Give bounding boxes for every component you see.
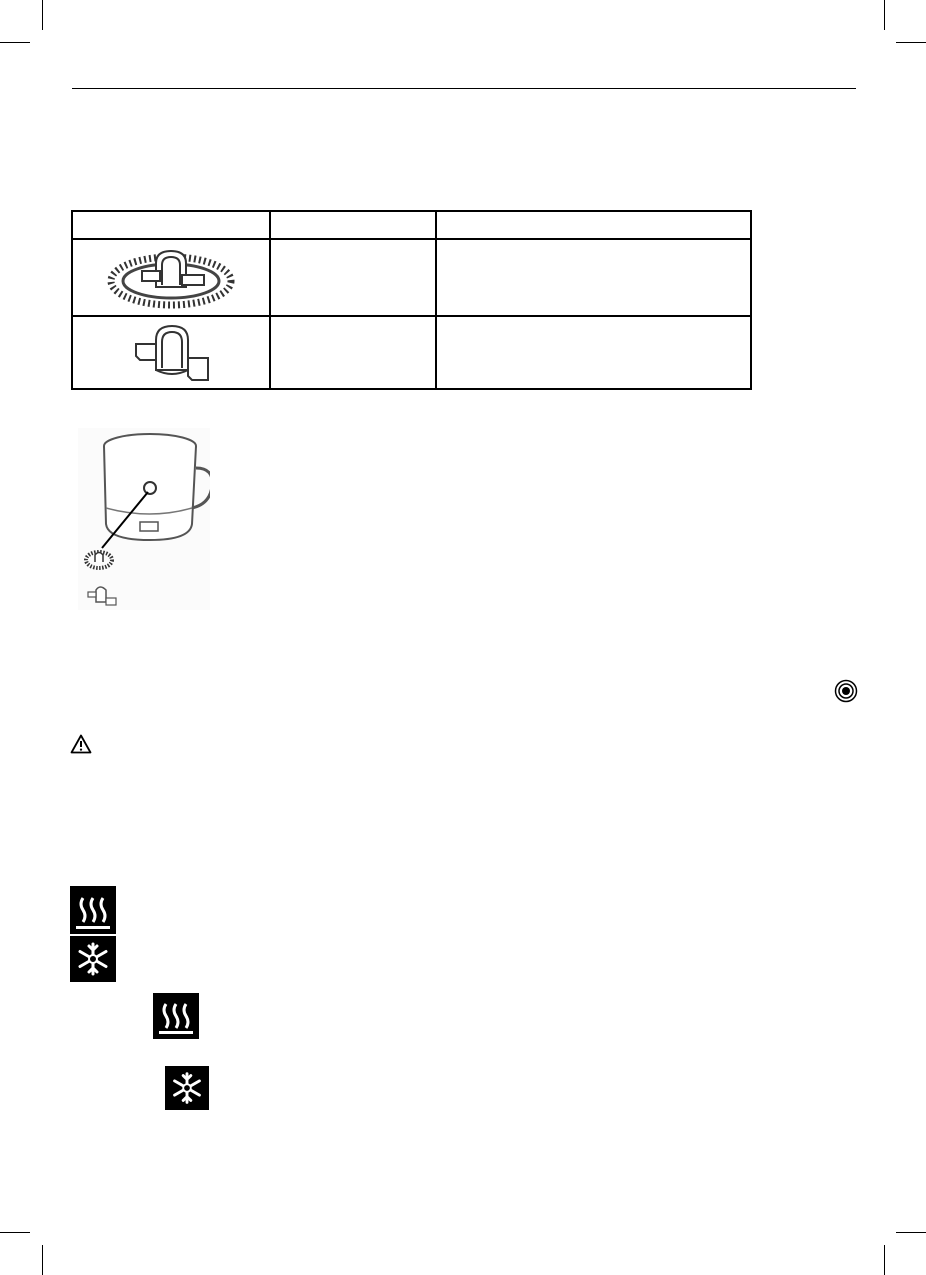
part-name [271,274,435,282]
warning-triangle-icon [70,734,92,754]
snowflake-icon [165,1066,209,1110]
crop-mark [896,42,926,43]
table-image-cell [72,239,270,316]
part-description [437,274,750,282]
table-row [72,239,751,316]
crop-mark [0,42,30,43]
heat-waves-icon [70,886,116,934]
circle-target-icon [834,679,858,703]
crop-mark [0,1232,30,1233]
crop-mark [884,1245,885,1275]
crop-mark [42,0,43,30]
heat-waves-icon [153,993,199,1039]
part-name-cell [270,316,436,389]
milk-frother-jug-illustration [78,428,210,610]
header-rule [72,88,856,89]
crop-mark [896,1232,926,1233]
whisk-spring-ring-icon [106,245,236,311]
part-name-cell [270,239,436,316]
parts-table [71,210,752,390]
part-description-cell [436,239,751,316]
part-description [437,349,750,357]
crop-mark [42,1245,43,1275]
table-header-cell [270,211,436,239]
table-row [72,316,751,389]
part-name [271,349,435,357]
stirrer-paddle-icon [126,320,216,386]
table-image-cell [72,316,270,389]
table-header-cell [436,211,751,239]
crop-mark [884,0,885,30]
table-header-row [72,211,751,239]
snowflake-icon [70,936,116,982]
table-header-cell [72,211,270,239]
part-description-cell [436,316,751,389]
